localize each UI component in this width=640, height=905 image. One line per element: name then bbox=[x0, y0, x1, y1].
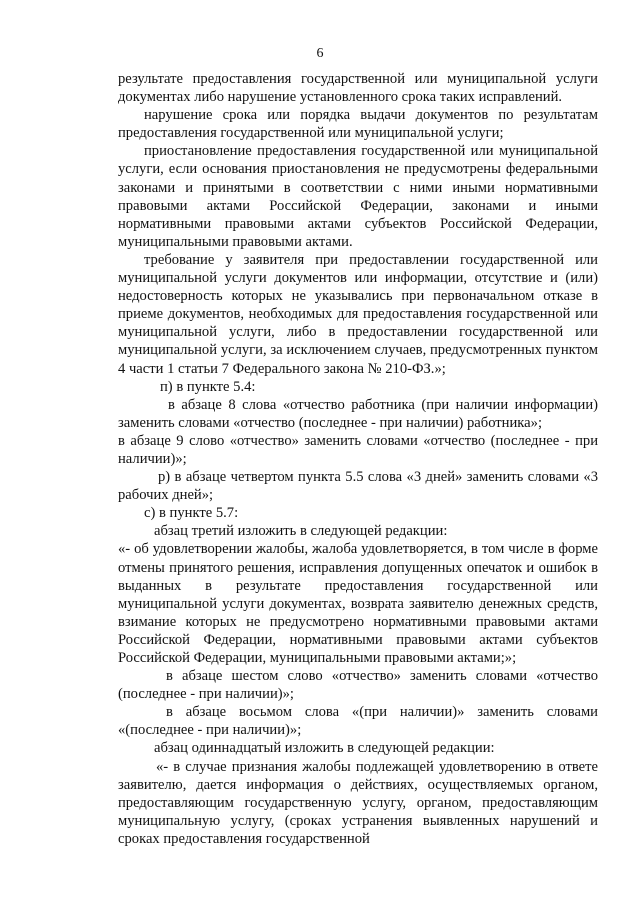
paragraph-item-p: п) в пункте 5.4: bbox=[160, 378, 256, 395]
paragraph-continuation: результате предоставления государственной или муниципальной услуги документах либо нарушение установленного срока таких исправлений. bbox=[118, 71, 598, 106]
paragraph-satisfaction-quote: «- об удовлетворении жалобы, жалоба удовлетворяется, в том числе в форме отмены принятого решения, исправления допущенных опечаток и ошибок в выданных в результате предоставления государственной или муниципальной услуги документах, возврата заявителю денежных средств, взимание которых не предусмотрено нормативными правовыми актами Российской Федерации, нормативными правовыми актами субъектов Российской Федерации, муниципальными правовыми актами;»; bbox=[118, 541, 598, 666]
paragraph-eighth-abzac: в абзаце восьмом слова «(при наличии)» заменить словами «(последнее - при наличии)»; bbox=[118, 704, 598, 739]
paragraph-sixth-abzac: в абзаце шестом слово «отчество» заменить словами «отчество (последнее - при наличии)»; bbox=[118, 668, 598, 703]
paragraph-document-requirement: требование у заявителя при предоставлении государственной или муниципальной услуги документов или информации, отсутствие и (или) недостоверность которых не указывались при первоначальном отказе в приеме документов, необходимых для предоставления государственной или муниципальной услуги, либо в предоставлении государственной или муниципальной услуги, за исключением случаев, предусмотренных пунктом 4 части 1 статьи 7 Федерального закона № 210-ФЗ.»; bbox=[118, 251, 598, 377]
paragraph-eleventh-abzac: абзац одиннадцатый изложить в следующей редакции: bbox=[154, 740, 495, 757]
paragraph-paragraph-9: в абзаце 9 слово «отчество» заменить словами «отчество (последнее - при наличии)»; bbox=[118, 432, 598, 467]
page-number: 6 bbox=[316, 46, 324, 61]
paragraph-suspension: приостановление предоставления государственной или муниципальной услуги, если основания приостановления не предусмотрены федеральными законами и принятыми в соответствии с ними иными нормативными правовыми актами Российской Федерации, законами и иными нормативными правовыми актами субъектов Российской Федерации, муниципальными правовыми актами. bbox=[118, 143, 598, 250]
paragraph-deadline-violation: нарушение срока или порядка выдачи документов по результатам предоставления государственной или муниципальной услуги; bbox=[118, 107, 598, 142]
document-body bbox=[118, 70, 598, 848]
paragraph-item-s: с) в пункте 5.7: bbox=[144, 505, 239, 522]
paragraph-third-abzac: абзац третий изложить в следующей редакции: bbox=[154, 523, 448, 540]
paragraph-recognition-quote: «- в случае признания жалобы подлежащей удовлетворению в ответе заявителю, дается информация о действиях, осуществляемых органом, предоставляющим государственную услугу, органом, предоставляющим муниципальную услугу, (сроках устранения выявленных нарушений и сроках предоставления государственной bbox=[118, 758, 598, 847]
paragraph-paragraph-8: в абзаце 8 слова «отчество работника (при наличии информации) заменить словами «отчество (последнее - при наличии) работника»; bbox=[118, 396, 598, 431]
paragraph-item-r: р) в абзаце четвертом пункта 5.5 слова «3 дней» заменить словами «3 рабочих дней»; bbox=[118, 469, 598, 504]
